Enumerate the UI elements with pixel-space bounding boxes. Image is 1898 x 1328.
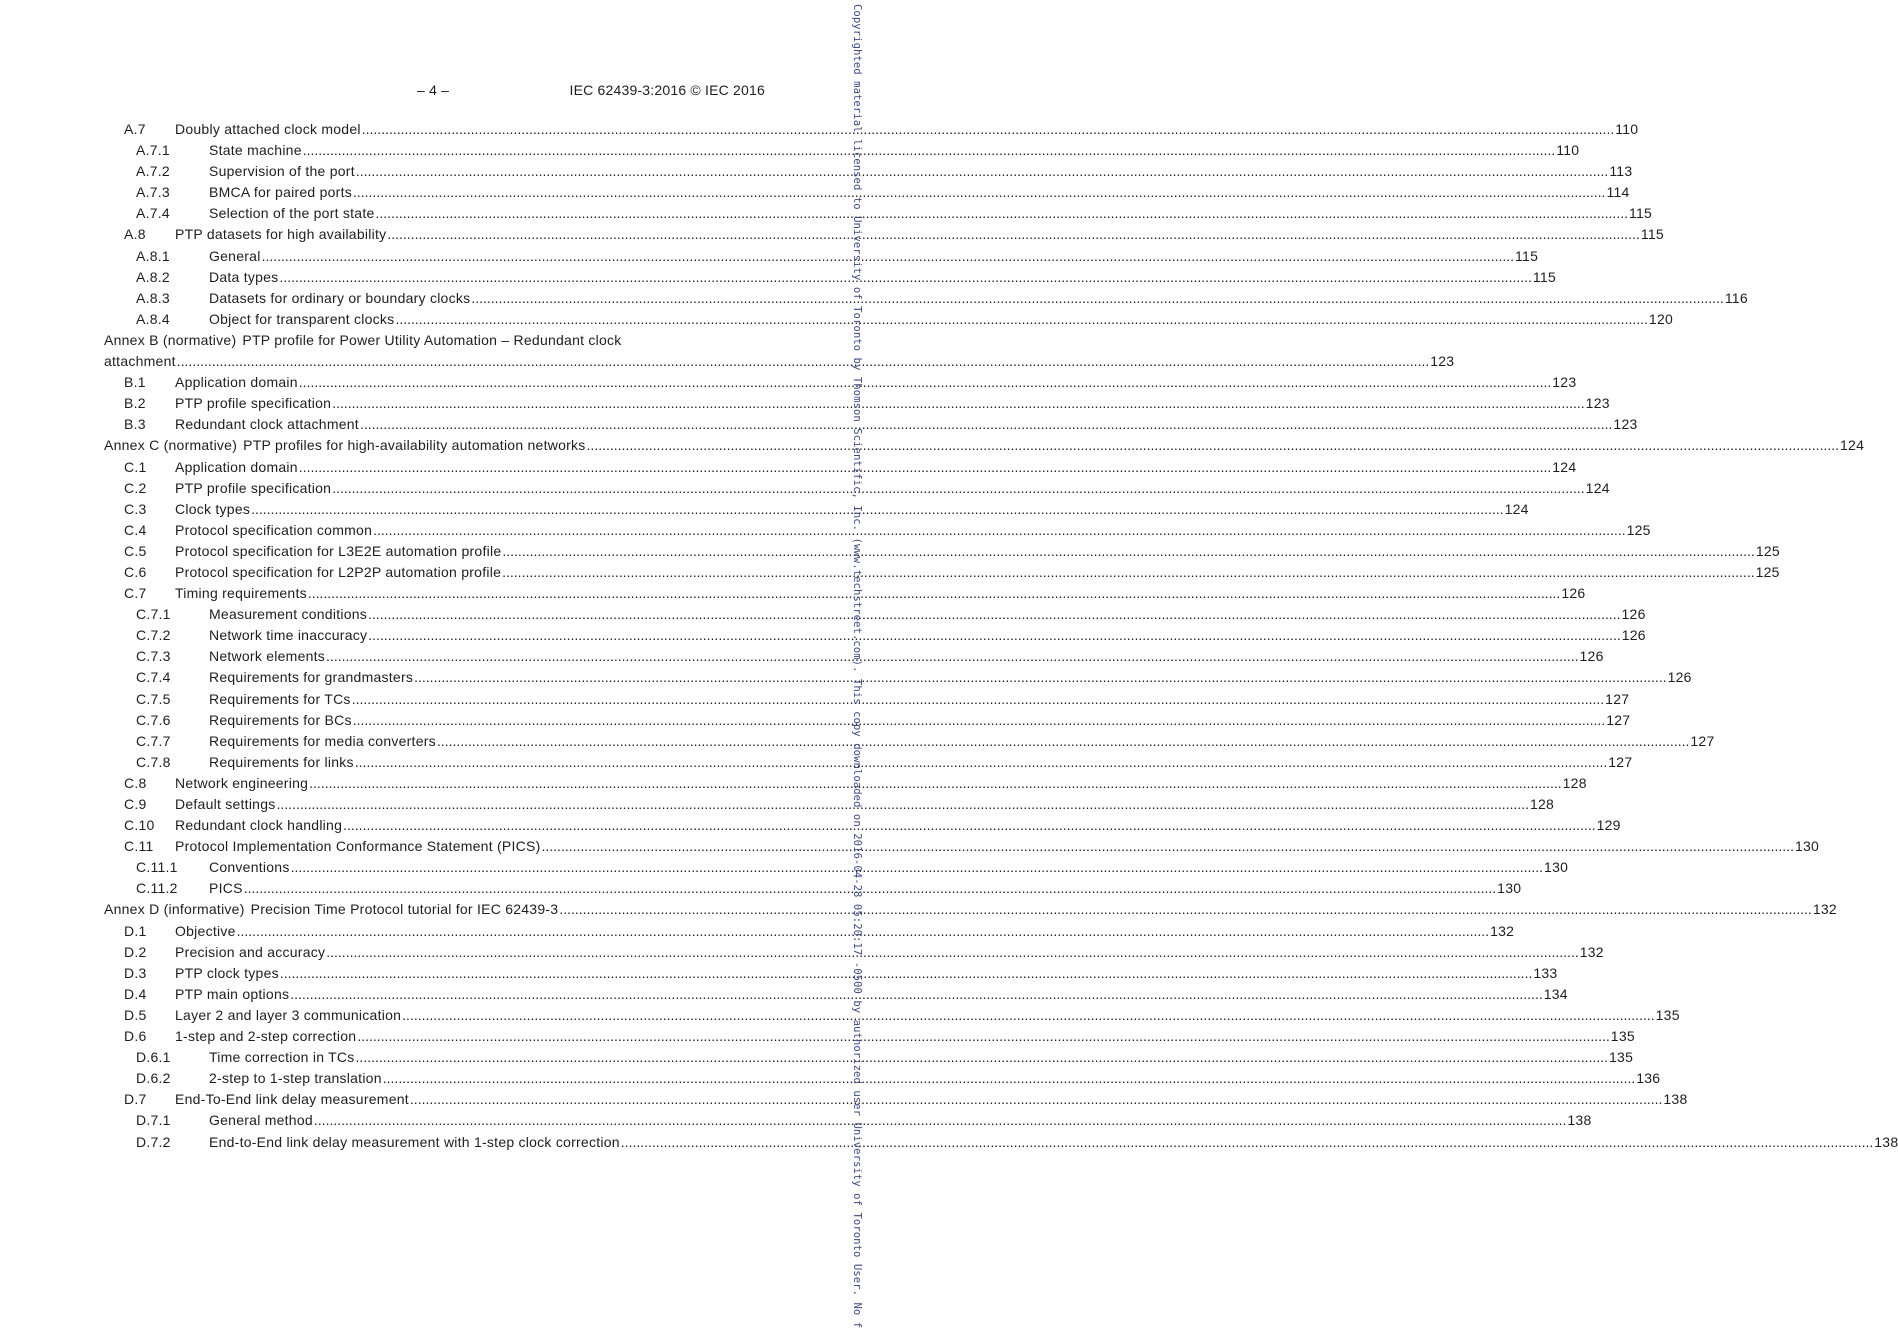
toc-entry-title: Timing requirements <box>175 585 307 602</box>
toc-page-number: 126 <box>1621 606 1646 623</box>
toc-entry-number: D.3 <box>124 964 147 981</box>
toc-leader-dots <box>326 646 1578 667</box>
toc-entry[interactable] <box>104 921 1515 942</box>
toc-leader-dots <box>387 224 1639 245</box>
toc-entry-title: Precision and accuracy <box>175 943 326 960</box>
toc-page-number: 126 <box>1579 648 1604 665</box>
toc-annex-entry[interactable] <box>104 435 1865 456</box>
toc-page-number: 124 <box>1585 479 1610 496</box>
toc-leader-dots <box>277 794 1529 815</box>
toc-page-number: 125 <box>1755 542 1780 559</box>
toc-entry[interactable] <box>104 140 1580 161</box>
toc-entry-number: D.6.2 <box>136 1070 171 1087</box>
toc-entry-number: D.5 <box>124 1006 147 1023</box>
toc-entry-number: D.4 <box>124 985 147 1002</box>
toc-entry-title: Conventions <box>209 859 290 876</box>
toc-leader-dots <box>368 604 1620 625</box>
toc-entry-number: A.8.4 <box>136 310 170 327</box>
toc-entry-number: A.8 <box>124 226 146 243</box>
toc-entry-title: Object for transparent clocks <box>209 310 395 327</box>
toc-page-number: 116 <box>1724 289 1748 306</box>
toc-entry-number: C.1 <box>124 458 147 475</box>
toc-page-number: 127 <box>1608 753 1633 770</box>
toc-leader-dots <box>353 182 1605 203</box>
toc-page-number: 120 <box>1648 310 1674 327</box>
toc-leader-dots <box>299 457 1551 478</box>
toc-leader-dots <box>502 562 1754 583</box>
toc-page-number: 133 <box>1533 964 1558 981</box>
toc-leader-dots <box>309 773 1561 794</box>
toc-entry-number: A.8.1 <box>136 247 170 264</box>
toc-leader-dots <box>332 393 1584 414</box>
toc-entry[interactable] <box>104 562 1780 583</box>
page-header <box>0 82 868 100</box>
toc-entry[interactable] <box>104 942 1604 963</box>
toc-page-number: 132 <box>1490 922 1515 939</box>
toc-page-number: 130 <box>1497 880 1522 897</box>
toc-page-number: 115 <box>1640 226 1664 243</box>
toc-entry[interactable] <box>104 689 1630 710</box>
toc-page-number: 135 <box>1655 1006 1680 1023</box>
toc-entry[interactable] <box>104 1026 1635 1047</box>
toc-entry[interactable] <box>104 224 1664 245</box>
toc-entry-title: 2-step to 1-step translation <box>209 1070 382 1087</box>
toc-page-number: 129 <box>1596 817 1621 834</box>
toc-entry[interactable] <box>104 878 1522 899</box>
toc-entry-title: Precision Time Protocol tutorial for IEC 62439-3 <box>250 901 559 918</box>
toc-entry-title: PTP clock types <box>175 964 279 981</box>
toc-entry-number: A.8.3 <box>136 289 170 306</box>
toc-page-number: 124 <box>1504 500 1529 517</box>
toc-page-number: 128 <box>1562 774 1587 791</box>
toc-entry[interactable] <box>104 773 1587 794</box>
toc-entry[interactable] <box>104 457 1577 478</box>
toc-entry-title: PICS <box>209 880 243 897</box>
toc-entry[interactable] <box>104 414 1638 435</box>
toc-leader-dots <box>542 836 1794 857</box>
toc-entry[interactable] <box>104 203 1653 224</box>
toc-leader-dots <box>414 667 1666 688</box>
toc-entry-title: PTP profile for Power Utility Automation – Redundant clock <box>242 331 622 348</box>
toc-entry-title: Requirements for BCs <box>209 711 352 728</box>
toc-entry[interactable] <box>104 119 1639 140</box>
toc-entry[interactable] <box>104 625 1646 646</box>
toc-entry-title: Redundant clock handling <box>175 817 343 834</box>
toc-entry[interactable] <box>104 583 1586 604</box>
toc-entry-title: Requirements for links <box>209 753 354 770</box>
toc-entry-number: A.7 <box>124 121 146 137</box>
toc-entry-title: Clock types <box>175 500 251 517</box>
toc-page-number: 136 <box>1636 1070 1661 1087</box>
toc-entry-title: End-To-End link delay measurement <box>175 1091 409 1108</box>
toc-page-number: 138 <box>1663 1091 1688 1108</box>
toc-entry[interactable] <box>104 372 1577 393</box>
toc-leader-dots <box>251 499 1503 520</box>
toc-leader-dots <box>343 815 1595 836</box>
toc-entry[interactable] <box>104 288 1748 309</box>
toc-leader-dots <box>308 583 1560 604</box>
standard-designation: IEC 62439-3:2016 © IEC 2016 <box>569 82 765 98</box>
toc-entry-number: C.7.1 <box>136 606 171 623</box>
toc-entry-title: End-to-End link delay measurement with 1-step clock correction <box>209 1133 620 1150</box>
toc-entry-number: C.8 <box>124 774 147 791</box>
toc-leader-dots <box>355 752 1607 773</box>
toc-page-number: 127 <box>1690 732 1715 749</box>
toc-entry-number: A.7.1 <box>136 142 170 159</box>
toc-entry-title: Measurement conditions <box>209 606 368 623</box>
toc-entry-number: D.7.2 <box>136 1133 171 1150</box>
toc-page-number: 123 <box>1430 353 1455 370</box>
toc-leader-dots <box>402 1005 1654 1026</box>
toc-entry[interactable] <box>104 984 1568 1005</box>
toc-entry-title: Supervision of the port <box>209 163 355 180</box>
toc-entry-title: Application domain <box>175 374 298 391</box>
toc-entry-number: C.3 <box>124 500 147 517</box>
toc-entry-number: C.10 <box>124 817 155 834</box>
toc-entry-title: Network elements <box>209 648 326 665</box>
toc-page-number: 124 <box>1840 437 1865 454</box>
toc-entry-number: B.2 <box>124 395 146 412</box>
toc-entry-number: D.6 <box>124 1028 147 1045</box>
toc-leader-dots <box>362 119 1614 140</box>
toc-entry-number: C.7.8 <box>136 753 171 770</box>
toc-page-number: 130 <box>1794 838 1820 855</box>
toc-entry-title: PTP profile specification <box>175 395 332 412</box>
toc-entry-number: C.4 <box>124 521 147 538</box>
toc-entry-title: General <box>209 247 261 264</box>
toc-entry-number: A.7.3 <box>136 184 170 201</box>
toc-leader-dots <box>383 1068 1635 1089</box>
toc-leader-dots <box>244 878 1496 899</box>
toc-page-number: 135 <box>1609 1049 1634 1066</box>
toc-entry-title: 1-step and 2-step correction <box>175 1028 357 1045</box>
toc-entry-number: C.7.6 <box>136 711 171 728</box>
toc-entry-number: D.2 <box>124 943 147 960</box>
toc-page-number: 125 <box>1626 521 1651 538</box>
toc-entry[interactable] <box>104 752 1633 773</box>
toc-entry[interactable] <box>104 731 1715 752</box>
toc-entry[interactable] <box>104 541 1780 562</box>
toc-annex-label: Annex C (normative) <box>104 437 238 454</box>
toc-entry-title: BMCA for paired ports <box>209 184 352 201</box>
toc-page-number: 115 <box>1628 205 1653 222</box>
toc-entry[interactable] <box>104 857 1569 878</box>
toc-entry-number: C.7.3 <box>136 648 171 665</box>
toc-entry[interactable] <box>104 815 1621 836</box>
toc-entry[interactable] <box>104 1005 1680 1026</box>
toc-page-number: 130 <box>1544 859 1569 876</box>
toc-entry-number: C.7.4 <box>136 669 171 686</box>
toc-leader-dots <box>290 984 1542 1005</box>
toc-entry-number: C.9 <box>124 796 147 812</box>
toc-entry[interactable] <box>104 836 1820 857</box>
toc-entry[interactable] <box>104 393 1610 414</box>
toc-entry-number: D.7.1 <box>136 1112 171 1129</box>
toc-entry[interactable] <box>104 1110 1592 1131</box>
toc-leader-dots <box>373 520 1625 541</box>
toc-leader-dots <box>280 963 1532 984</box>
toc-page-number: 124 <box>1552 458 1577 475</box>
toc-leader-dots <box>177 351 1429 372</box>
toc-entry-title: Network engineering <box>175 774 309 791</box>
toc-page-number: 125 <box>1755 563 1780 580</box>
toc-page-number: 123 <box>1552 374 1577 391</box>
toc-leader-dots <box>279 267 1531 288</box>
toc-entry-title: General method <box>209 1112 313 1129</box>
toc-entry[interactable] <box>104 1068 1661 1089</box>
toc-page-number: 110 <box>1556 142 1580 159</box>
toc-page-number: 132 <box>1579 943 1604 960</box>
toc-annex-label: Annex D (informative) <box>104 901 245 918</box>
toc-page-number: 135 <box>1610 1028 1635 1045</box>
toc-leader-dots <box>559 899 1811 920</box>
toc-entry-title: PTP datasets for high availability <box>175 226 387 243</box>
toc-entry[interactable] <box>104 520 1651 541</box>
toc-page-number: 134 <box>1543 985 1568 1002</box>
toc-entry-number: C.11.2 <box>136 880 178 897</box>
toc-entry[interactable] <box>104 1047 1634 1068</box>
toc-entry[interactable] <box>104 1089 1688 1110</box>
toc-entry-number: C.5 <box>124 542 147 559</box>
toc-entry[interactable] <box>104 351 1455 372</box>
toc-entry-title: Network time inaccuracy <box>209 627 368 644</box>
toc-entry[interactable] <box>104 667 1692 688</box>
toc-page-number: 127 <box>1605 690 1630 707</box>
toc-entry-title: Protocol specification for L3E2E automation profile <box>175 542 502 559</box>
toc-page-number: 115 <box>1532 268 1556 285</box>
toc-entry[interactable] <box>104 604 1646 625</box>
toc-leader-dots <box>356 1047 1608 1068</box>
toc-entry-title: Selection of the port state <box>209 205 375 222</box>
toc-entry-number: A.8.2 <box>136 268 170 285</box>
toc-annex-heading[interactable] <box>104 330 765 351</box>
toc-entry-title: Protocol Implementation Conformance Statement (PICS) <box>175 838 541 855</box>
toc-entry-title: PTP main options <box>175 985 290 1002</box>
toc-leader-dots <box>360 414 1612 435</box>
toc-entry-title: Application domain <box>175 458 298 475</box>
toc-entry-title-continued: attachment <box>104 353 176 370</box>
toc-entry[interactable] <box>104 794 1555 815</box>
copyright-watermark <box>847 4 867 1328</box>
toc-page-number: 126 <box>1561 585 1586 602</box>
watermark-text: Copyrighted material licensed to University of Toronto by Thomson Scientific, Inc. (www.techstreet.com). This copy downloaded on 2016-04-28 05:20:17 -0500 by authorized user University of Toronto User. No f <box>851 4 863 1328</box>
toc-entry-number: C.11.1 <box>136 859 178 876</box>
toc-entry-number: C.7.7 <box>136 732 171 749</box>
toc-entry-number: C.7.5 <box>136 690 171 707</box>
toc-entry[interactable] <box>104 1132 1898 1153</box>
toc-entry-title: Datasets for ordinary or boundary clocks <box>209 289 471 306</box>
toc-leader-dots <box>326 942 1578 963</box>
toc-page-number: 123 <box>1613 416 1638 433</box>
toc-annex-label: Annex B (normative) <box>104 331 237 348</box>
toc-entry-title: PTP profiles for high-availability automation networks <box>243 437 586 454</box>
toc-entry-number: C.6 <box>124 563 147 580</box>
toc-entry[interactable] <box>104 182 1630 203</box>
toc-entry-number: A.7.2 <box>136 163 170 180</box>
toc-entry-number: C.7 <box>124 585 147 602</box>
toc-leader-dots <box>314 1110 1566 1131</box>
toc-leader-dots <box>395 309 1647 330</box>
toc-leader-dots <box>357 1026 1609 1047</box>
toc-page-number: 126 <box>1621 627 1646 644</box>
toc-entry-title: Requirements for TCs <box>209 690 351 707</box>
toc-entry-title: Protocol specification common <box>175 521 373 538</box>
toc-entry-title: PTP profile specification <box>175 479 332 496</box>
toc-entry-number: D.1 <box>124 922 147 939</box>
toc-entry-title: Requirements for media converters <box>209 732 436 749</box>
toc-entry-number: B.1 <box>124 374 146 391</box>
toc-entry-title: Objective <box>175 922 236 939</box>
toc-entry-number: A.7.4 <box>136 205 170 222</box>
toc-leader-dots <box>471 288 1723 309</box>
toc-entry[interactable] <box>104 963 1558 984</box>
toc-entry[interactable] <box>104 246 1539 267</box>
toc-entry-number: B.3 <box>124 416 146 433</box>
toc-entry-title: Requirements for grandmasters <box>209 669 414 686</box>
toc-leader-dots <box>291 857 1543 878</box>
toc-leader-dots <box>299 372 1551 393</box>
toc-entry-title: Protocol specification for L2P2P automation profile <box>175 563 502 580</box>
toc-page-number: 115 <box>1515 247 1539 264</box>
toc-page-number: 110 <box>1615 121 1639 137</box>
toc-entry-title: Time correction in TCs <box>209 1049 355 1066</box>
toc-entry[interactable] <box>104 646 1604 667</box>
toc-leader-dots <box>621 1132 1873 1153</box>
toc-annex-entry[interactable] <box>104 899 1837 920</box>
toc-entry-number: C.2 <box>124 479 147 496</box>
toc-page-number: 126 <box>1667 669 1692 686</box>
toc-page-number: 113 <box>1609 163 1633 180</box>
toc-entry-number: D.7 <box>124 1091 147 1108</box>
toc-leader-dots <box>368 625 1620 646</box>
toc-entry-title: Data types <box>209 268 279 285</box>
toc-page-number: 132 <box>1812 901 1837 918</box>
toc-entry-number: C.11 <box>124 838 154 855</box>
toc-entry[interactable] <box>104 161 1633 182</box>
toc-leader-dots <box>587 435 1839 456</box>
toc-entry-number: D.6.1 <box>136 1049 171 1066</box>
page-number: – 4 – <box>417 82 450 98</box>
toc-page-number: 123 <box>1585 395 1610 412</box>
toc-page-number: 128 <box>1529 796 1555 812</box>
toc-entry-title: State machine <box>209 142 302 159</box>
toc-entry[interactable] <box>104 478 1610 499</box>
toc-page-number: 138 <box>1874 1133 1898 1150</box>
toc-leader-dots <box>352 689 1604 710</box>
toc-leader-dots <box>303 140 1555 161</box>
toc-page-number: 138 <box>1567 1112 1592 1129</box>
toc-entry-title: Layer 2 and layer 3 communication <box>175 1006 402 1023</box>
toc-entry[interactable] <box>104 267 1556 288</box>
toc-leader-dots <box>376 203 1628 224</box>
toc-page-number: 127 <box>1606 711 1631 728</box>
toc-entry-number: C.7.2 <box>136 627 171 644</box>
toc-entry[interactable] <box>104 309 1674 330</box>
toc-leader-dots <box>353 710 1605 731</box>
toc-entry[interactable] <box>104 710 1631 731</box>
toc-leader-dots <box>356 161 1608 182</box>
toc-leader-dots <box>502 541 1754 562</box>
toc-entry-title: Redundant clock attachment <box>175 416 359 433</box>
toc-entry-title: Default settings <box>175 796 276 812</box>
toc-entry[interactable] <box>104 499 1529 520</box>
toc-entry-title: Doubly attached clock model <box>175 121 361 137</box>
toc-leader-dots <box>437 731 1689 752</box>
toc-leader-dots <box>410 1089 1662 1110</box>
toc-leader-dots <box>332 478 1584 499</box>
toc-page-number: 114 <box>1606 184 1630 201</box>
toc-leader-dots <box>262 246 1514 267</box>
